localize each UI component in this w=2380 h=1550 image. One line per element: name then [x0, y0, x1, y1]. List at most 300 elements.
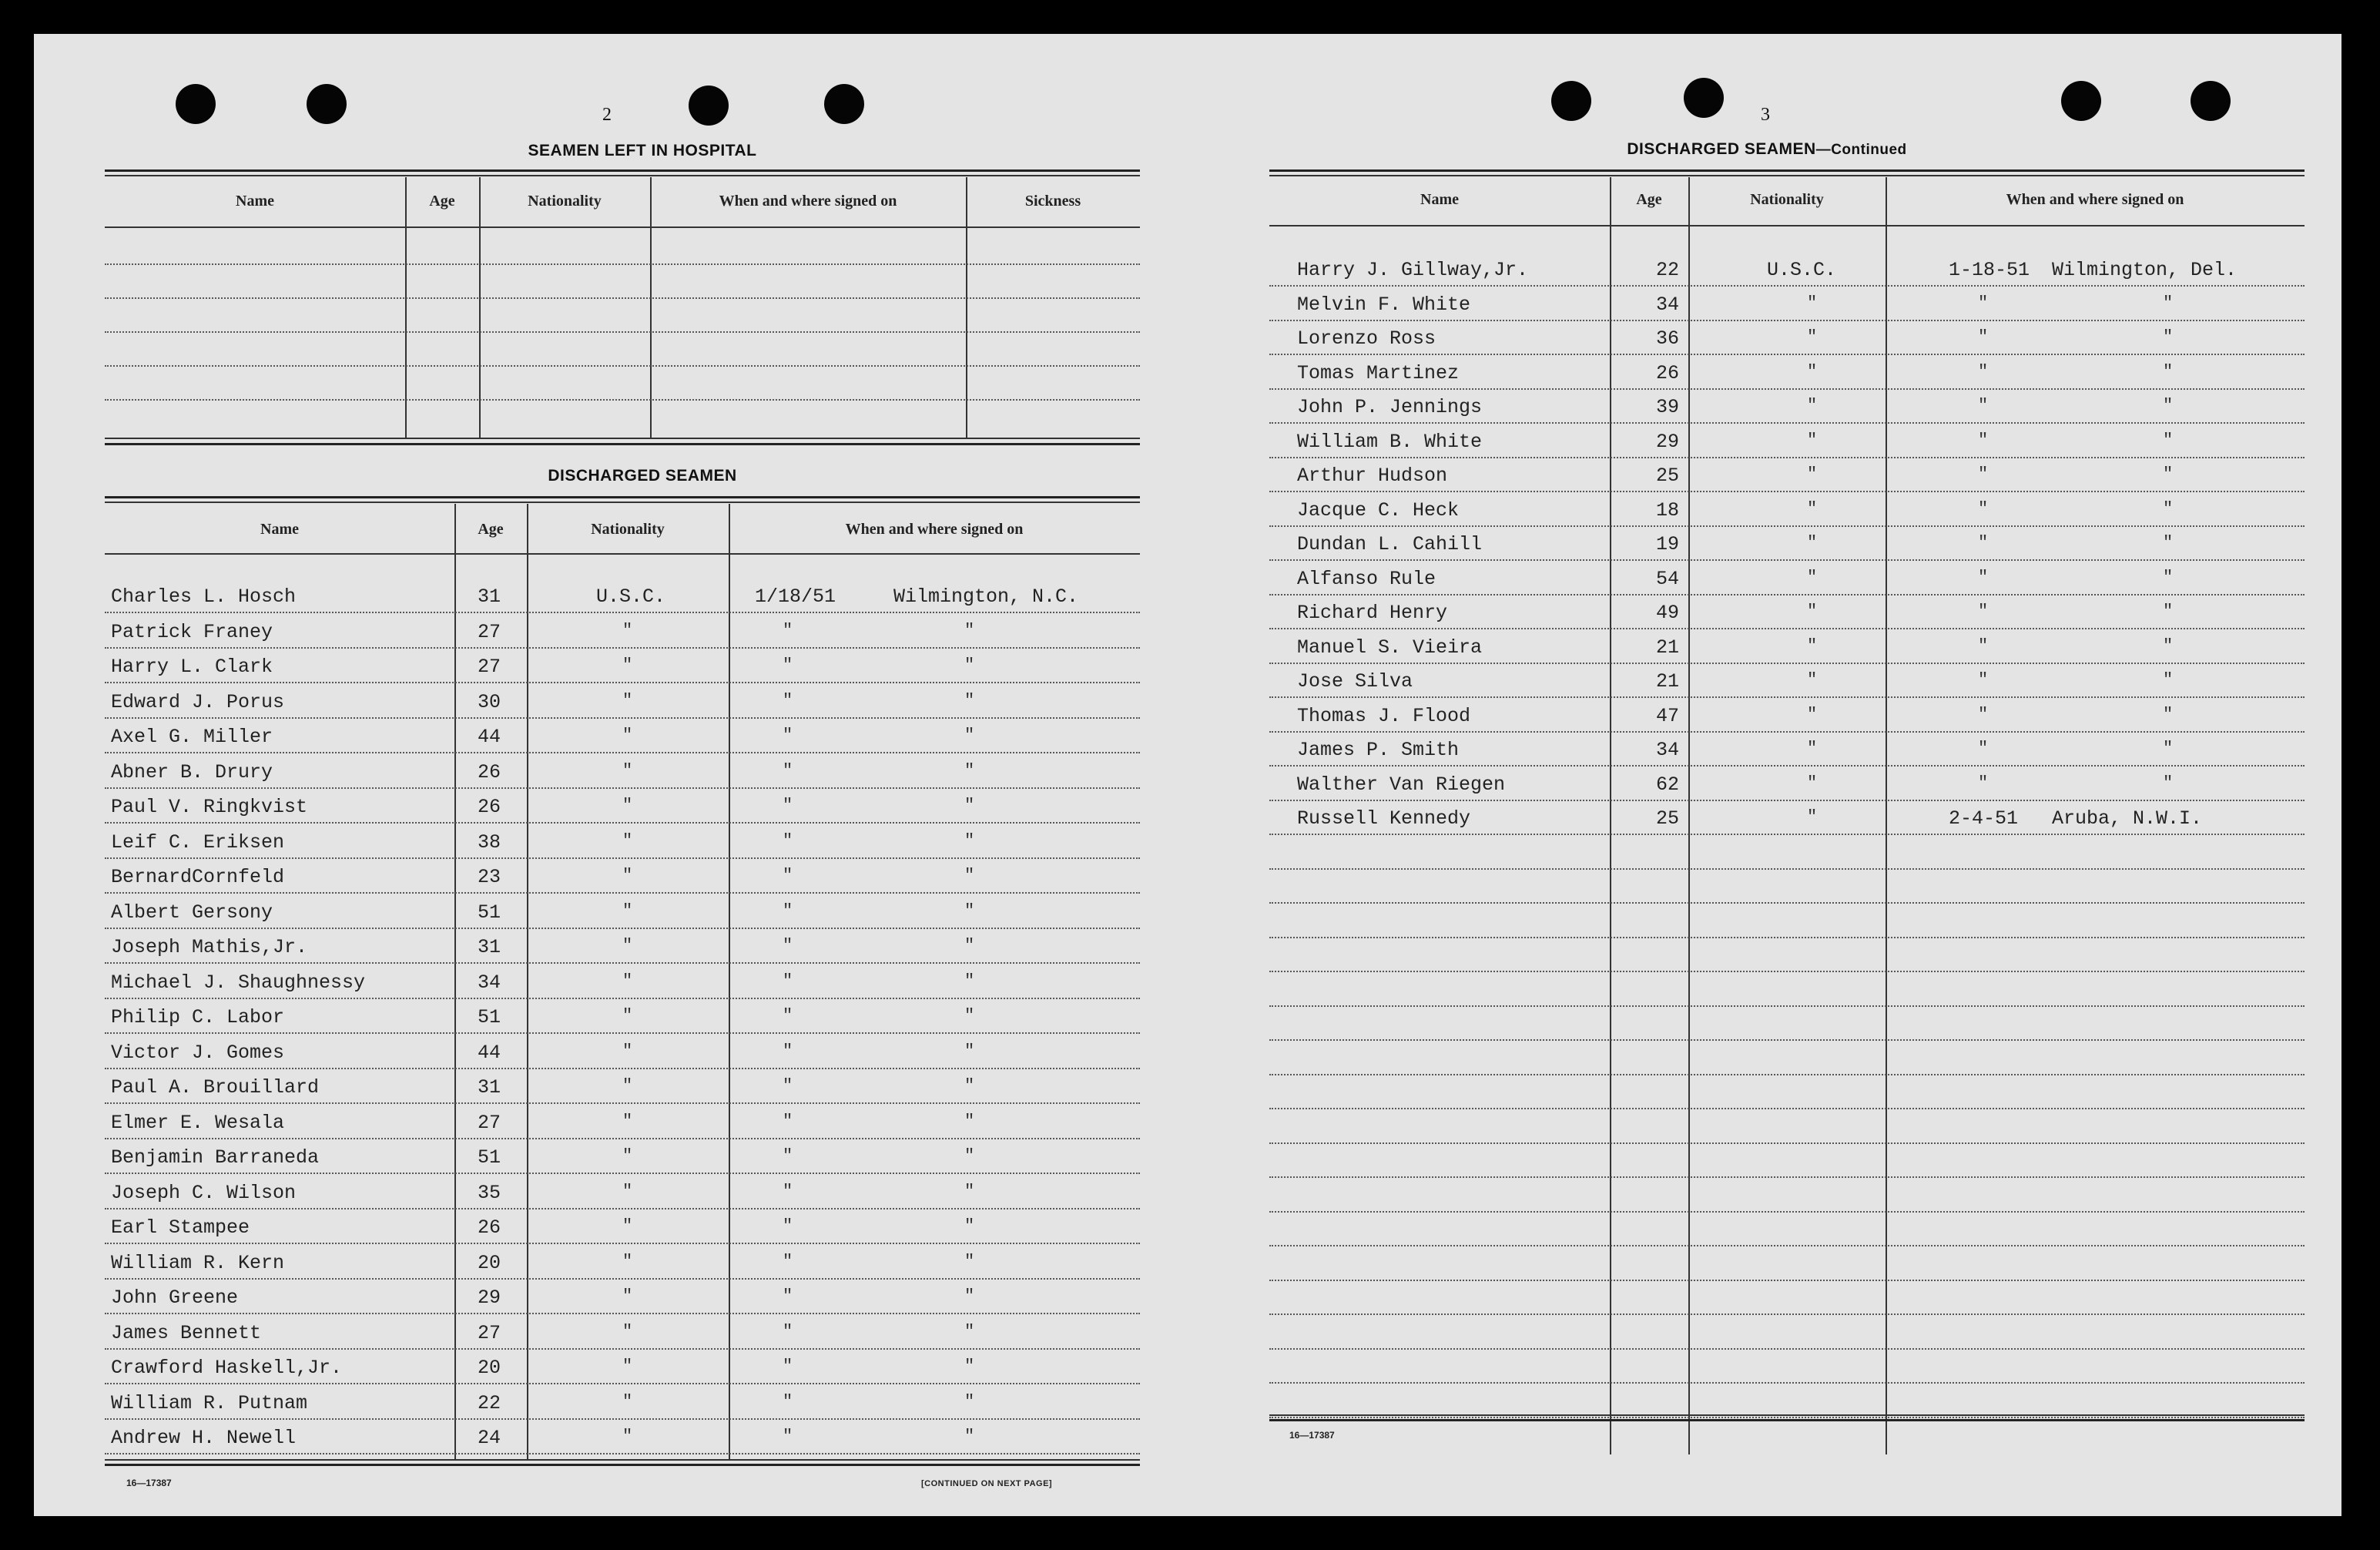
signed-on-place: " — [964, 1112, 975, 1131]
page-number-right: 3 — [1761, 105, 1770, 125]
seaman-name: William B. White — [1297, 431, 1483, 453]
seaman-name: John Greene — [111, 1287, 239, 1309]
row-rule — [1269, 1313, 2305, 1315]
seaman-nationality: " — [1807, 636, 1818, 656]
table-rule — [105, 502, 1140, 503]
seaman-age: 20 — [478, 1252, 501, 1274]
seaman-nationality: " — [622, 1427, 633, 1446]
signed-on-place: " — [2163, 739, 2174, 758]
seaman-age: 21 — [1656, 636, 1680, 659]
row-rule — [1269, 731, 2305, 733]
seaman-name: James P. Smith — [1297, 739, 1460, 761]
row-rule — [105, 1138, 1140, 1139]
seaman-age: 26 — [1656, 362, 1680, 384]
seaman-nationality: " — [622, 796, 633, 815]
row-rule — [1269, 1280, 2305, 1281]
row-rule — [1269, 937, 2305, 938]
row-rule — [1269, 834, 2305, 835]
row-rule — [105, 857, 1140, 859]
seaman-age: 30 — [478, 691, 501, 713]
seaman-name: Philip C. Labor — [111, 1006, 285, 1028]
seaman-name: Alfanso Rule — [1297, 568, 1436, 590]
signed-on-date: " — [783, 1042, 793, 1061]
seaman-name: Michael J. Shaughnessy — [111, 971, 366, 994]
seaman-nationality: " — [622, 1392, 633, 1411]
signed-on-place: " — [964, 971, 975, 991]
seaman-name: Harry L. Clark — [111, 656, 273, 678]
column-header-signed-on: When and where signed on — [719, 193, 897, 210]
seaman-nationality: " — [622, 1252, 633, 1271]
seaman-nationality: " — [1807, 705, 1818, 724]
seaman-age: 34 — [1656, 739, 1680, 761]
seaman-nationality: " — [622, 761, 633, 780]
seaman-nationality: " — [622, 1112, 633, 1131]
signed-on-place: " — [964, 1146, 975, 1166]
seaman-nationality: " — [622, 1182, 633, 1201]
seaman-age: 31 — [478, 585, 501, 608]
signed-on-date: 1/18/51 — [755, 585, 836, 608]
signed-on-date: " — [1978, 499, 1989, 518]
seaman-nationality: " — [622, 621, 633, 640]
seaman-name: Abner B. Drury — [111, 761, 273, 783]
seaman-nationality: " — [622, 1322, 633, 1341]
punch-hole — [1684, 78, 1724, 118]
seaman-nationality: " — [1807, 739, 1818, 758]
seaman-nationality: " — [1807, 362, 1818, 381]
seaman-nationality: " — [1807, 568, 1818, 587]
seaman-name: Jacque C. Heck — [1297, 499, 1460, 522]
seaman-nationality: " — [622, 1006, 633, 1025]
seaman-name: Lorenzo Ross — [1297, 327, 1436, 350]
seaman-age: 29 — [1656, 431, 1680, 453]
row-rule — [105, 717, 1140, 719]
seaman-age: 20 — [478, 1357, 501, 1379]
column-header-nationality: Nationality — [591, 521, 665, 538]
seaman-nationality: " — [622, 866, 633, 885]
seaman-age: 51 — [478, 1006, 501, 1028]
column-header-nationality: Nationality — [528, 193, 602, 210]
seaman-name: Paul V. Ringkvist — [111, 796, 308, 818]
table-rule — [105, 175, 1140, 176]
seaman-nationality: " — [622, 831, 633, 850]
row-rule — [105, 1278, 1140, 1280]
signed-on-place: " — [2163, 568, 2174, 587]
form-number: 16—17387 — [1289, 1430, 1335, 1441]
signed-on-date: " — [783, 726, 793, 745]
signed-on-place: " — [2163, 465, 2174, 484]
column-header-name: Name — [1420, 191, 1459, 208]
signed-on-place: " — [964, 1287, 975, 1306]
row-rule — [1269, 1382, 2305, 1384]
title-text: DISCHARGED SEAMEN — [1627, 140, 1816, 158]
seaman-name: Leif C. Eriksen — [111, 831, 285, 854]
signed-on-date: " — [783, 761, 793, 780]
signed-on-place: " — [964, 1252, 975, 1271]
title-suffix: —Continued — [1815, 142, 1907, 158]
seaman-name: Walther Van Riegen — [1297, 773, 1506, 796]
row-rule — [105, 647, 1140, 649]
signed-on-date: " — [783, 866, 793, 885]
seaman-nationality: " — [1807, 294, 1818, 313]
signed-on-date: " — [783, 936, 793, 955]
signed-on-date: " — [1978, 294, 1989, 313]
discharged-continued-title — [1567, 140, 1967, 159]
row-rule — [105, 787, 1140, 789]
signed-on-date: " — [1978, 636, 1989, 656]
column-header-age: Age — [1636, 191, 1662, 208]
row-rule — [105, 1173, 1140, 1174]
signed-on-date: 1-18-51 — [1949, 259, 2030, 281]
seaman-name: John P. Jennings — [1297, 396, 1483, 418]
row-rule — [1269, 559, 2305, 561]
seaman-nationality: " — [1807, 396, 1818, 415]
signed-on-date: " — [783, 831, 793, 850]
table-rule — [105, 496, 1140, 498]
row-rule — [1269, 422, 2305, 424]
seaman-age: 25 — [1656, 807, 1680, 830]
seaman-name: Thomas J. Flood — [1297, 705, 1471, 727]
row-rule — [1269, 1417, 2305, 1418]
seaman-nationality: U.S.C. — [1767, 259, 1837, 281]
row-rule — [1269, 1074, 2305, 1075]
row-rule — [105, 962, 1140, 964]
seaman-age: 25 — [1656, 465, 1680, 487]
table-rule — [1269, 1419, 2305, 1421]
signed-on-date: " — [783, 621, 793, 640]
seaman-name: Victor J. Gomes — [111, 1042, 285, 1064]
row-rule — [1269, 1039, 2305, 1041]
seaman-age: 31 — [478, 1076, 501, 1099]
punch-hole — [1551, 81, 1591, 121]
row-rule — [1269, 1108, 2305, 1109]
seaman-name: Arthur Hudson — [1297, 465, 1448, 487]
row-rule — [105, 1313, 1140, 1314]
seaman-name: Patrick Franey — [111, 621, 273, 643]
punch-hole — [2191, 81, 2231, 121]
signed-on-place: " — [2163, 499, 2174, 518]
signed-on-place: " — [964, 1427, 975, 1446]
table-rule — [105, 169, 1140, 172]
signed-on-place: " — [964, 936, 975, 955]
signed-on-place: " — [2163, 705, 2174, 724]
row-rule — [105, 1068, 1140, 1069]
seaman-name: BernardCornfeld — [111, 866, 285, 888]
row-rule — [1269, 525, 2305, 527]
row-rule — [1269, 1142, 2305, 1144]
signed-on-place: " — [2163, 431, 2174, 450]
table-rule — [1269, 175, 2305, 176]
column-header-age: Age — [429, 193, 455, 210]
row-rule — [1269, 1211, 2305, 1213]
seaman-nationality: " — [622, 901, 633, 921]
row-rule — [105, 998, 1140, 999]
row-rule — [105, 1418, 1140, 1420]
seaman-nationality: " — [1807, 465, 1818, 484]
signed-on-date: " — [783, 1322, 793, 1341]
seaman-age: 38 — [478, 831, 501, 854]
row-rule — [1269, 1245, 2305, 1246]
seaman-age: 26 — [478, 1216, 501, 1239]
signed-on-place: " — [2163, 327, 2174, 347]
seaman-age: 44 — [478, 1042, 501, 1064]
row-rule — [1269, 457, 2305, 458]
punch-hole — [824, 84, 864, 124]
row-rule — [1269, 696, 2305, 698]
seaman-age: 51 — [478, 901, 501, 924]
page-number-left: 2 — [602, 105, 612, 125]
signed-on-date: " — [783, 971, 793, 991]
signed-on-place: " — [2163, 670, 2174, 689]
seaman-age: 21 — [1656, 670, 1680, 693]
row-rule — [1269, 388, 2305, 390]
punch-hole — [307, 84, 347, 124]
signed-on-place: Wilmington, Del. — [2052, 259, 2238, 281]
row-rule — [1269, 594, 2305, 596]
signed-on-place: " — [964, 1182, 975, 1201]
seaman-name: Tomas Martinez — [1297, 362, 1460, 384]
seaman-name: Harry J. Gillway,Jr. — [1297, 259, 1529, 281]
seaman-name: Charles L. Hosch — [111, 585, 297, 608]
seaman-age: 27 — [478, 621, 501, 643]
signed-on-date: " — [783, 1252, 793, 1271]
table-rule — [105, 226, 1140, 228]
row-rule — [1269, 1348, 2305, 1350]
seaman-age: 34 — [478, 971, 501, 994]
signed-on-place: " — [964, 656, 975, 675]
seaman-age: 36 — [1656, 327, 1680, 350]
signed-on-place: " — [2163, 362, 2174, 381]
seaman-nationality: " — [622, 1076, 633, 1095]
table-rule — [105, 443, 1140, 445]
seaman-age: 47 — [1656, 705, 1680, 727]
seaman-nationality: " — [1807, 773, 1818, 793]
seaman-name: Dundan L. Cahill — [1297, 533, 1483, 555]
signed-on-place: " — [2163, 773, 2174, 793]
seaman-name: Elmer E. Wesala — [111, 1112, 285, 1134]
row-rule — [1269, 1176, 2305, 1178]
column-header-age: Age — [478, 521, 504, 538]
seaman-age: 27 — [478, 1322, 501, 1344]
seaman-name: Manuel S. Vieira — [1297, 636, 1483, 659]
signed-on-date: " — [1978, 739, 1989, 758]
seaman-age: 18 — [1656, 499, 1680, 522]
row-rule — [1269, 491, 2305, 492]
signed-on-place: " — [964, 1216, 975, 1236]
seaman-age: 26 — [478, 796, 501, 818]
seaman-name: Crawford Haskell,Jr. — [111, 1357, 343, 1379]
seaman-age: 19 — [1656, 533, 1680, 555]
seaman-nationality: " — [622, 1357, 633, 1376]
signed-on-date: " — [1978, 465, 1989, 484]
table-rule — [1269, 169, 2305, 172]
row-rule — [1269, 285, 2305, 287]
signed-on-place: " — [964, 1392, 975, 1411]
column-header-name: Name — [260, 521, 299, 538]
column-header-sickness: Sickness — [1024, 193, 1081, 210]
column-header-signed-on: When and where signed on — [845, 521, 1024, 538]
hospital-section-title: SEAMEN LEFT IN HOSPITAL — [528, 142, 757, 159]
seaman-nationality: " — [622, 936, 633, 955]
signed-on-date: " — [783, 1216, 793, 1236]
signed-on-date: " — [1978, 773, 1989, 793]
seaman-nationality: " — [1807, 431, 1818, 450]
signed-on-place: " — [964, 866, 975, 885]
signed-on-place: " — [2163, 636, 2174, 656]
signed-on-place: " — [2163, 396, 2174, 415]
signed-on-date: " — [1978, 327, 1989, 347]
seaman-name: Joseph C. Wilson — [111, 1182, 297, 1204]
signed-on-date: " — [783, 1392, 793, 1411]
signed-on-place: " — [2163, 294, 2174, 313]
signed-on-date: " — [1978, 362, 1989, 381]
seaman-name: Joseph Mathis,Jr. — [111, 936, 308, 958]
seaman-age: 29 — [478, 1287, 501, 1309]
row-rule — [105, 1348, 1140, 1350]
seaman-name: Paul A. Brouillard — [111, 1076, 320, 1099]
seaman-nationality: " — [622, 971, 633, 991]
seaman-nationality: " — [622, 726, 633, 745]
signed-on-place: " — [964, 1006, 975, 1025]
seaman-name: Russell Kennedy — [1297, 807, 1471, 830]
seaman-nationality: " — [1807, 670, 1818, 689]
seaman-age: 22 — [1656, 259, 1680, 281]
signed-on-place: " — [964, 691, 975, 710]
signed-on-date: " — [1978, 396, 1989, 415]
signed-on-date: " — [783, 1357, 793, 1376]
row-rule — [1269, 800, 2305, 801]
row-rule — [105, 1453, 1140, 1454]
seaman-nationality: " — [1807, 602, 1818, 621]
signed-on-date: " — [783, 1006, 793, 1025]
signed-on-date: 2-4-51 — [1949, 807, 2019, 830]
signed-on-place: " — [964, 901, 975, 921]
seaman-nationality: " — [1807, 327, 1818, 347]
row-rule — [105, 822, 1140, 824]
signed-on-place: " — [964, 1042, 975, 1061]
signed-on-date: " — [783, 796, 793, 815]
row-rule — [1269, 320, 2305, 321]
seaman-nationality: " — [622, 1042, 633, 1061]
seaman-name: Richard Henry — [1297, 602, 1448, 624]
seaman-age: 31 — [478, 936, 501, 958]
table-rule — [105, 1464, 1140, 1466]
seaman-age: 49 — [1656, 602, 1680, 624]
row-rule — [105, 1032, 1140, 1034]
row-rule — [105, 1243, 1140, 1244]
table-rule — [105, 553, 1140, 555]
signed-on-date: " — [783, 1287, 793, 1306]
seaman-age: 35 — [478, 1182, 501, 1204]
signed-on-place: Wilmington, N.C. — [893, 585, 1079, 608]
seaman-nationality: " — [1807, 807, 1818, 827]
signed-on-date: " — [1978, 533, 1989, 552]
seaman-age: 23 — [478, 866, 501, 888]
seaman-nationality: " — [622, 656, 633, 675]
signed-on-date: " — [1978, 670, 1989, 689]
signed-on-date: " — [783, 1076, 793, 1095]
signed-on-place: " — [2163, 602, 2174, 621]
seaman-age: 24 — [478, 1427, 501, 1449]
table-rule — [105, 1459, 1140, 1461]
seaman-nationality: " — [1807, 533, 1818, 552]
seaman-name: William R. Putnam — [111, 1392, 308, 1414]
signed-on-date: " — [783, 1112, 793, 1131]
punch-hole — [689, 86, 729, 126]
row-rule — [105, 752, 1140, 753]
seaman-nationality: U.S.C. — [596, 585, 666, 608]
row-rule — [1269, 628, 2305, 629]
seaman-name: Axel G. Miller — [111, 726, 273, 748]
row-rule — [105, 682, 1140, 683]
seaman-nationality: " — [622, 691, 633, 710]
seaman-nationality: " — [622, 1216, 633, 1236]
punch-hole — [2061, 81, 2101, 121]
signed-on-place: " — [964, 761, 975, 780]
signed-on-place: " — [2163, 533, 2174, 552]
signed-on-date: " — [1978, 431, 1989, 450]
row-rule — [1269, 663, 2305, 664]
table-rule — [1269, 1414, 2305, 1416]
row-rule — [105, 1102, 1140, 1104]
signed-on-place: " — [964, 1322, 975, 1341]
signed-on-place: " — [964, 1076, 975, 1095]
form-number: 16—17387 — [126, 1478, 172, 1488]
row-rule — [1269, 902, 2305, 904]
signed-on-place: " — [964, 831, 975, 850]
seaman-age: 51 — [478, 1146, 501, 1169]
row-rule — [1269, 354, 2305, 355]
seaman-name: Albert Gersony — [111, 901, 273, 924]
signed-on-date: " — [783, 1146, 793, 1166]
row-rule — [1269, 868, 2305, 870]
row-rule — [105, 892, 1140, 894]
seaman-name: Andrew H. Newell — [111, 1427, 297, 1449]
seaman-nationality: " — [1807, 499, 1818, 518]
seaman-age: 54 — [1656, 568, 1680, 590]
row-rule — [1269, 1005, 2305, 1007]
seaman-age: 62 — [1656, 773, 1680, 796]
register-sheet — [34, 34, 2341, 1516]
seaman-nationality: " — [622, 1287, 633, 1306]
row-rule — [1269, 765, 2305, 767]
seaman-name: James Bennett — [111, 1322, 262, 1344]
signed-on-date: " — [783, 691, 793, 710]
punch-hole — [176, 84, 216, 124]
seaman-age: 22 — [478, 1392, 501, 1414]
signed-on-date: " — [1978, 705, 1989, 724]
row-rule — [105, 612, 1140, 613]
discharged-section-title: DISCHARGED SEAMEN — [548, 467, 737, 485]
seaman-age: 34 — [1656, 294, 1680, 316]
seaman-age: 44 — [478, 726, 501, 748]
seaman-name: William R. Kern — [111, 1252, 285, 1274]
row-rule — [105, 1383, 1140, 1384]
signed-on-date: " — [783, 901, 793, 921]
signed-on-date: " — [783, 656, 793, 675]
continued-note: [CONTINUED ON NEXT PAGE] — [921, 1479, 1053, 1488]
signed-on-date: " — [1978, 602, 1989, 621]
seaman-age: 27 — [478, 656, 501, 678]
row-rule — [105, 928, 1140, 929]
signed-on-place: " — [964, 621, 975, 640]
column-header-signed-on: When and where signed on — [2006, 191, 2184, 208]
row-rule — [1269, 971, 2305, 972]
seaman-name: Melvin F. White — [1297, 294, 1471, 316]
seaman-name: Earl Stampee — [111, 1216, 250, 1239]
table-rule — [105, 438, 1140, 439]
row-rule — [105, 1208, 1140, 1209]
signed-on-date: " — [1978, 568, 1989, 587]
